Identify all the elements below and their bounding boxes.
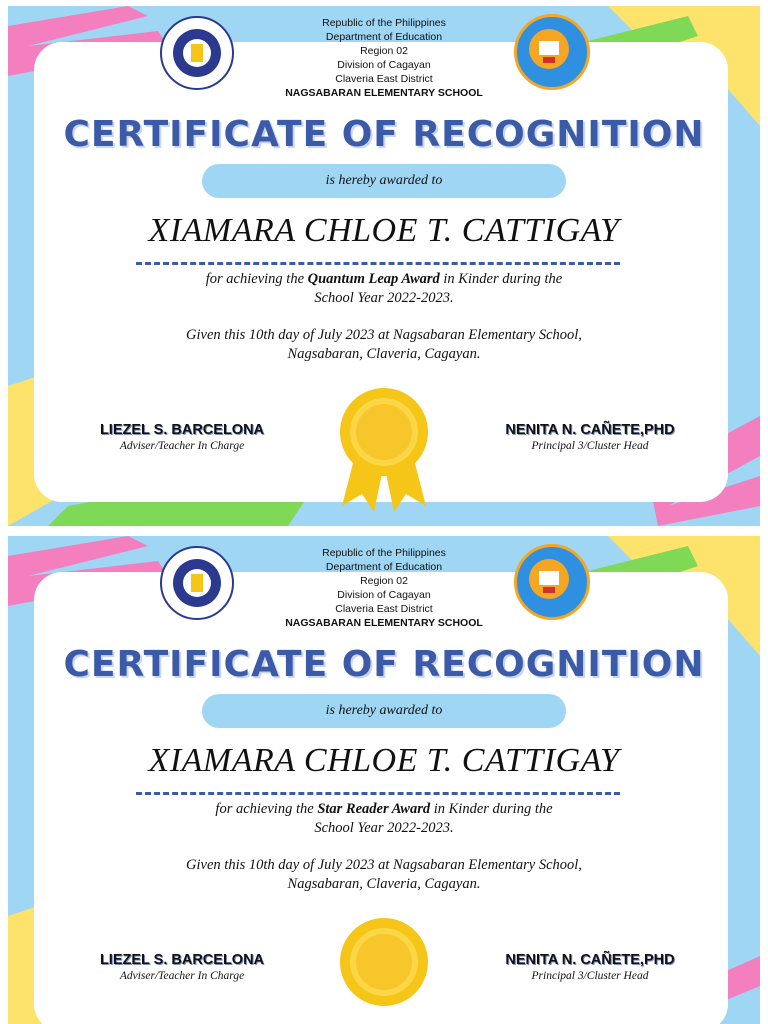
award-ribbon-icon xyxy=(336,914,432,1024)
issuer-header xyxy=(234,546,534,630)
signatory-role: Adviser/Teacher In Charge xyxy=(119,440,245,452)
header-line: Region 02 xyxy=(360,575,408,587)
awarded-to-banner: is hereby awarded to xyxy=(202,164,566,198)
school-name: NAGSABARAN ELEMENTARY SCHOOL xyxy=(285,87,483,99)
name-underline xyxy=(136,792,620,795)
achievement-pre: for achieving the xyxy=(215,801,318,817)
school-year: School Year 2022-2023. xyxy=(314,820,454,836)
header-line: Republic of the Philippines xyxy=(322,547,446,559)
signatory-adviser xyxy=(72,952,292,982)
given-line-1: Given this 10th day of July 2023 at Nagsabaran Elementary School, xyxy=(186,327,582,343)
achievement-pre: for achieving the xyxy=(205,271,308,287)
header-line: Department of Education xyxy=(325,561,443,573)
certificate-title: CERTIFICATE OF RECOGNITION xyxy=(63,114,705,155)
header-line: Division of Cagayan xyxy=(337,59,431,71)
award-ribbon-icon xyxy=(336,384,432,514)
deped-seal-icon xyxy=(160,16,234,90)
header-line: Claveria East District xyxy=(335,73,433,85)
signatory-name: NENITA N. CAÑETE,PHD xyxy=(505,952,675,968)
signatory-name: LIEZEL S. BARCELONA xyxy=(99,952,265,968)
name-underline xyxy=(136,262,620,265)
given-line-1: Given this 10th day of July 2023 at Nagsabaran Elementary School, xyxy=(186,857,582,873)
issuer-header xyxy=(234,16,534,100)
header-line: Republic of the Philippines xyxy=(322,17,446,29)
achievement-text xyxy=(8,270,760,308)
header-line: Claveria East District xyxy=(335,603,433,615)
signatory-principal xyxy=(480,422,700,452)
given-line-2: Nagsabaran, Claveria, Cagayan. xyxy=(287,876,481,892)
signatory-name: NENITA N. CAÑETE,PHD xyxy=(505,422,675,438)
deped-seal-icon xyxy=(160,546,234,620)
certificate-1 xyxy=(8,6,760,526)
given-line-2: Nagsabaran, Claveria, Cagayan. xyxy=(287,346,481,362)
school-year: School Year 2022-2023. xyxy=(314,290,454,306)
given-text xyxy=(8,856,760,894)
signatory-role: Principal 3/Cluster Head xyxy=(531,970,649,982)
signatory-role: Adviser/Teacher In Charge xyxy=(119,970,245,982)
signatory-adviser xyxy=(72,422,292,452)
signatory-role: Principal 3/Cluster Head xyxy=(531,440,649,452)
achievement-post: in Kinder during the xyxy=(439,271,563,287)
award-name: Star Reader Award xyxy=(317,801,431,817)
achievement-post: in Kinder during the xyxy=(430,801,553,817)
certificate-2 xyxy=(8,536,760,1024)
signatory-principal xyxy=(480,952,700,982)
certificate-title: CERTIFICATE OF RECOGNITION xyxy=(63,644,705,685)
header-line: Division of Cagayan xyxy=(337,589,431,601)
achievement-text xyxy=(8,800,760,838)
signatory-name: LIEZEL S. BARCELONA xyxy=(99,422,265,438)
recipient-name: XIAMARA CHLOE T. CATTIGAY xyxy=(148,742,620,779)
header-line: Region 02 xyxy=(360,45,408,57)
school-name: NAGSABARAN ELEMENTARY SCHOOL xyxy=(285,617,483,629)
award-name: Quantum Leap Award xyxy=(307,271,440,287)
header-line: Department of Education xyxy=(325,31,443,43)
awarded-to-banner: is hereby awarded to xyxy=(202,694,566,728)
recipient-name: XIAMARA CHLOE T. CATTIGAY xyxy=(148,212,620,249)
given-text xyxy=(8,326,760,364)
